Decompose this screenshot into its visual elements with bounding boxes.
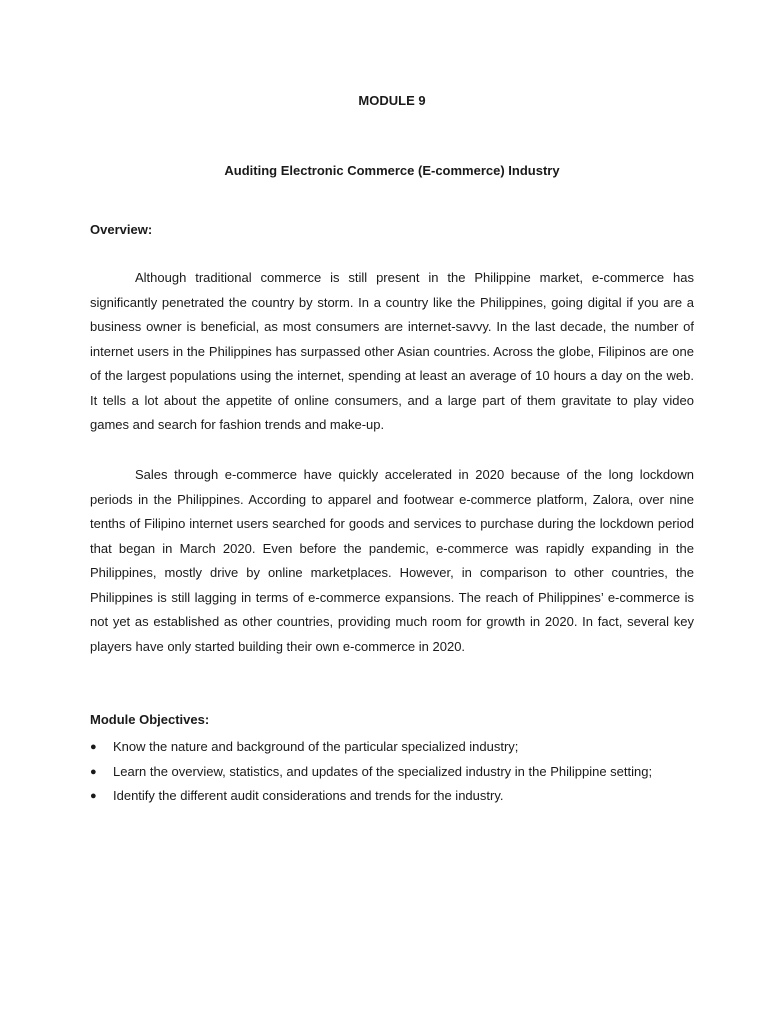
objectives-heading: Module Objectives: [90,712,210,727]
objective-item [90,784,710,809]
objective-text: Know the nature and background of the particular specialized industry; [113,739,519,754]
objectives-list [90,735,710,809]
objective-item [90,760,710,785]
overview-paragraph-2: Sales through e-commerce have quickly accelerated in 2020 because of the long lockdown periods in the Philippines. According to apparel and footwear e-commerce platform, Zalora, over nine tenths of Filipino internet users searched for goods and services to purchase during the lockdown period that began in March 2020. Even before the pandemic, e-commerce was rapidly expanding in the Philippines, mostly drive by online marketplaces. However, in comparison to other countries, the Philippines is still lagging in terms of e-commerce expansions. The reach of Philippines’ e-commerce is not yet as established as other countries, providing much room for growth in 2020. In fact, several key players have only started building their own e-commerce in 2020. [90,467,694,654]
module-subtitle: Auditing Electronic Commerce (E-commerce) Industry [224,163,560,178]
overview-paragraph-1: Although traditional commerce is still present in the Philippine market, e-commerce has significantly penetrated the country by storm. In a country like the Philippines, going digital if you are a business owner is beneficial, as most consumers are internet-savvy. In the last decade, the number of internet users in the Philippines has surpassed other Asian countries. Across the globe, Filipinos are one of the largest populations using the internet, spending at least an average of 10 hours a day on the web. It tells a lot about the appetite of online consumers, and a large part of them gravitate to play video games and search for fashion trends and make-up. [90,270,694,432]
bullet-icon: ● [90,741,97,753]
bullet-icon: ● [90,765,97,778]
objective-text: Identify the different audit considerations and trends for the industry. [113,788,504,803]
module-title: MODULE 9 [358,93,426,108]
objective-text: Learn the overview, statistics, and updates of the specialized industry in the Philippine setting; [113,763,653,779]
overview-heading: Overview: [90,222,153,237]
objective-item [90,735,710,760]
bullet-icon: ● [90,790,97,802]
